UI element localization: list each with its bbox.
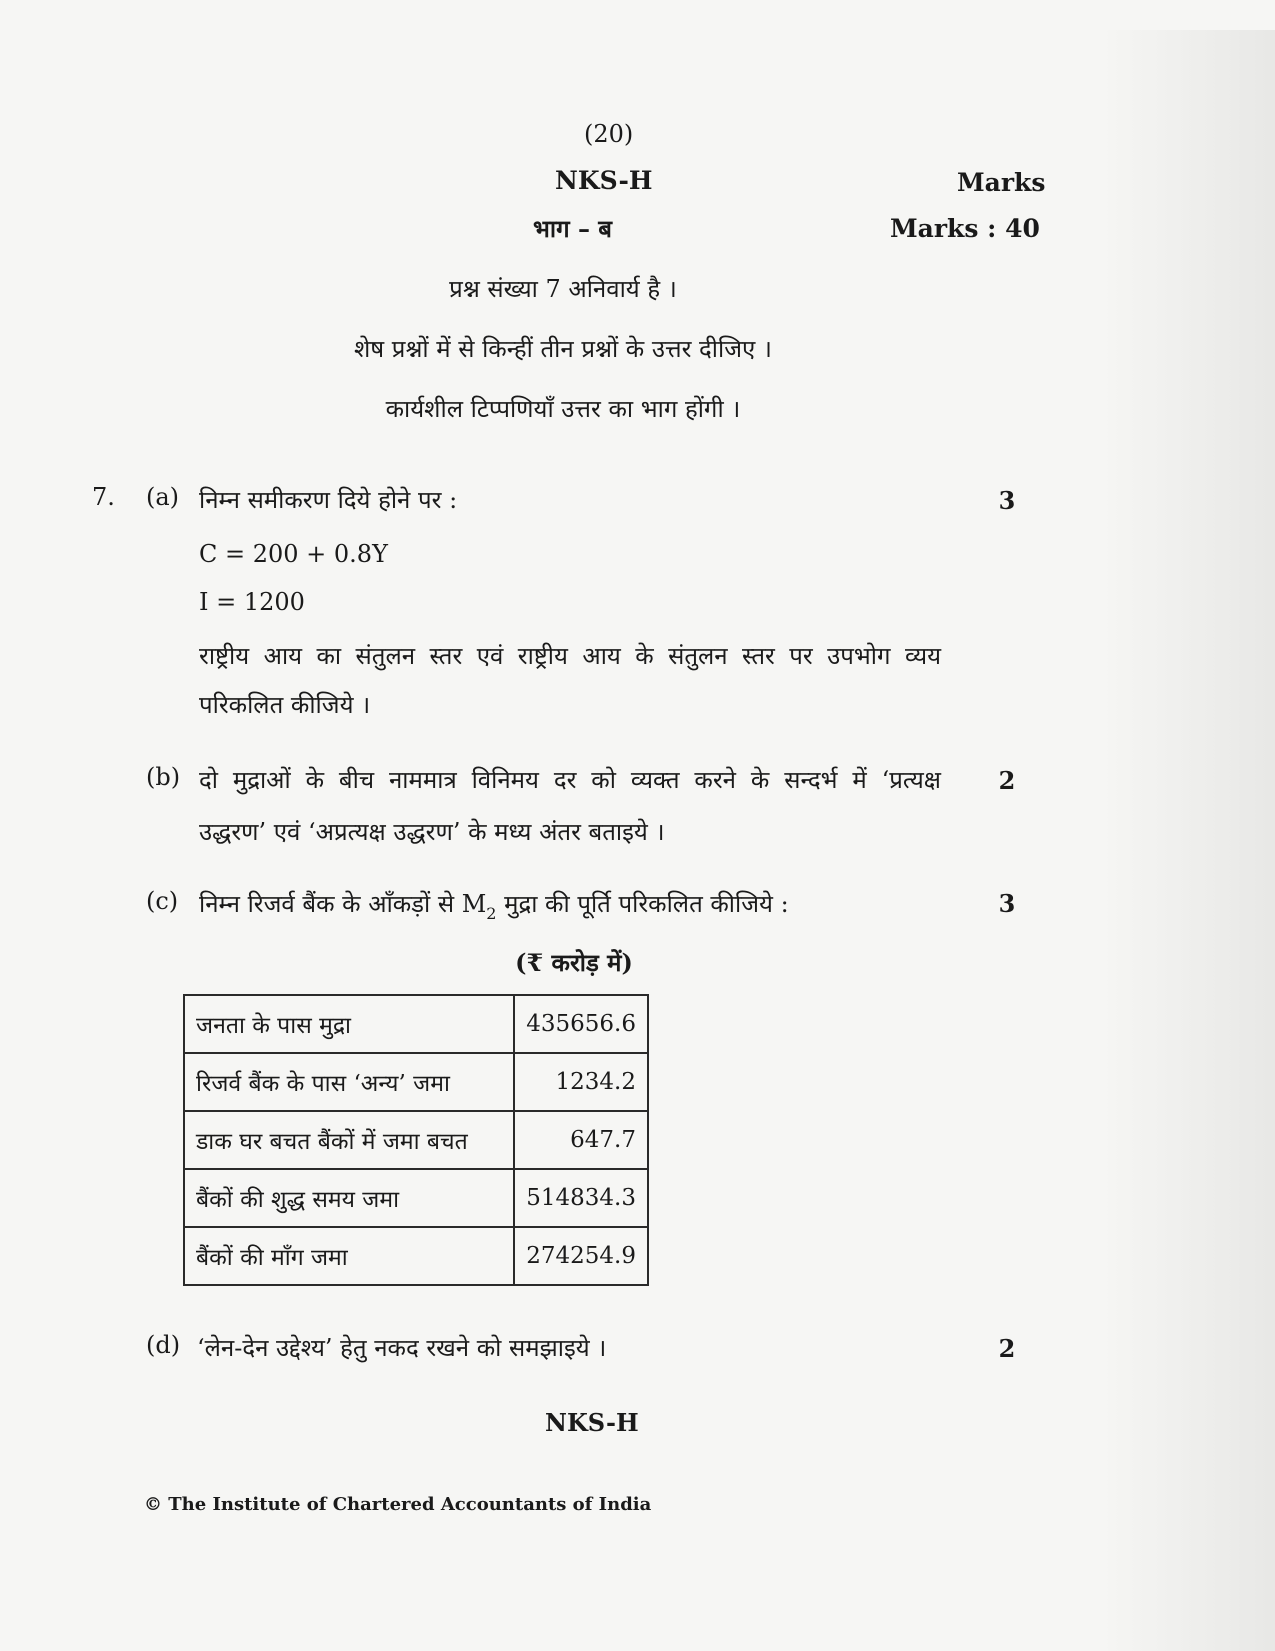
part-b-line-1: दो मुद्राओं के बीच नाममात्र विनिमय दर को व्यक्त करने के सन्दर्भ में ‘प्रत्यक्ष bbox=[199, 766, 941, 794]
part-b-marks: 2 bbox=[998, 766, 1016, 795]
part-a-line-2: परिकलित कीजिये । bbox=[199, 691, 371, 719]
paper-code-bottom: NKS-H bbox=[545, 1408, 639, 1437]
part-d-text: ‘लेन-देन उद्देश्य’ हेतु नकद रखने को समझाइये । bbox=[197, 1334, 607, 1362]
part-d-label: (d) bbox=[146, 1331, 181, 1359]
table-row-label: रिजर्व बैंक के पास ‘अन्य’ जमा bbox=[184, 1053, 514, 1111]
equation-investment: I = 1200 bbox=[199, 588, 305, 616]
question-number: 7. bbox=[92, 483, 115, 511]
part-a-intro: निम्न समीकरण दिये होने पर : bbox=[199, 486, 458, 514]
part-a-line-1: राष्ट्रीय आय का संतुलन स्तर एवं राष्ट्रीय आय के संतुलन स्तर पर उपभोग व्यय bbox=[199, 642, 941, 670]
part-b-line-2: उद्धरण’ एवं ‘अप्रत्यक्ष उद्धरण’ के मध्य अंतर बताइये । bbox=[199, 818, 665, 846]
part-a-label: (a) bbox=[146, 483, 180, 511]
equation-consumption: C = 200 + 0.8Y bbox=[199, 540, 388, 568]
part-c-subscript: 2 bbox=[486, 904, 497, 923]
part-c-label: (c) bbox=[146, 887, 179, 915]
money-supply-table bbox=[183, 994, 649, 1286]
instruction-3: कार्यशील टिप्पणियाँ उत्तर का भाग होंगी । bbox=[385, 395, 741, 423]
table-row bbox=[184, 995, 648, 1053]
table-unit-label: (₹ करोड़ में) bbox=[515, 948, 633, 977]
part-c-text-after: मुद्रा की पूर्ति परिकलित कीजिये : bbox=[496, 890, 789, 918]
section-title: भाग – ब bbox=[533, 214, 613, 243]
table-row-label: बैंकों की माँग जमा bbox=[184, 1227, 514, 1285]
table-row-value: 647.7 bbox=[514, 1111, 648, 1169]
part-c-marks: 3 bbox=[998, 889, 1016, 918]
table-row-label: बैंकों की शुद्ध समय जमा bbox=[184, 1169, 514, 1227]
table-row-value: 514834.3 bbox=[514, 1169, 648, 1227]
table-row-value: 1234.2 bbox=[514, 1053, 648, 1111]
table-row-label: जनता के पास मुद्रा bbox=[184, 995, 514, 1053]
instruction-1: प्रश्न संख्या 7 अनिवार्य है । bbox=[449, 275, 677, 303]
copyright-footer: © The Institute of Chartered Accountants of India bbox=[144, 1494, 652, 1515]
page-shadow bbox=[1100, 30, 1275, 1651]
page-number: (20) bbox=[584, 120, 634, 148]
instruction-2: शेष प्रश्नों में से किन्हीं तीन प्रश्नों के उत्तर दीजिए । bbox=[353, 335, 773, 363]
part-b-label: (b) bbox=[146, 763, 181, 791]
part-c-text bbox=[199, 887, 789, 923]
table-row-label: डाक घर बचत बैंकों में जमा बचत bbox=[184, 1111, 514, 1169]
table-row-value: 435656.6 bbox=[514, 995, 648, 1053]
part-c-text-before: निम्न रिजर्व बैंक के आँकड़ों से M bbox=[199, 890, 487, 918]
marks-heading: Marks bbox=[957, 168, 1046, 197]
part-a-marks: 3 bbox=[998, 486, 1016, 515]
table-row bbox=[184, 1111, 648, 1169]
table-row bbox=[184, 1227, 648, 1285]
table-row bbox=[184, 1053, 648, 1111]
table-row-value: 274254.9 bbox=[514, 1227, 648, 1285]
table-row bbox=[184, 1169, 648, 1227]
part-d-marks: 2 bbox=[998, 1334, 1016, 1363]
paper-code-top: NKS-H bbox=[555, 166, 653, 195]
section-marks: Marks : 40 bbox=[890, 214, 1040, 243]
